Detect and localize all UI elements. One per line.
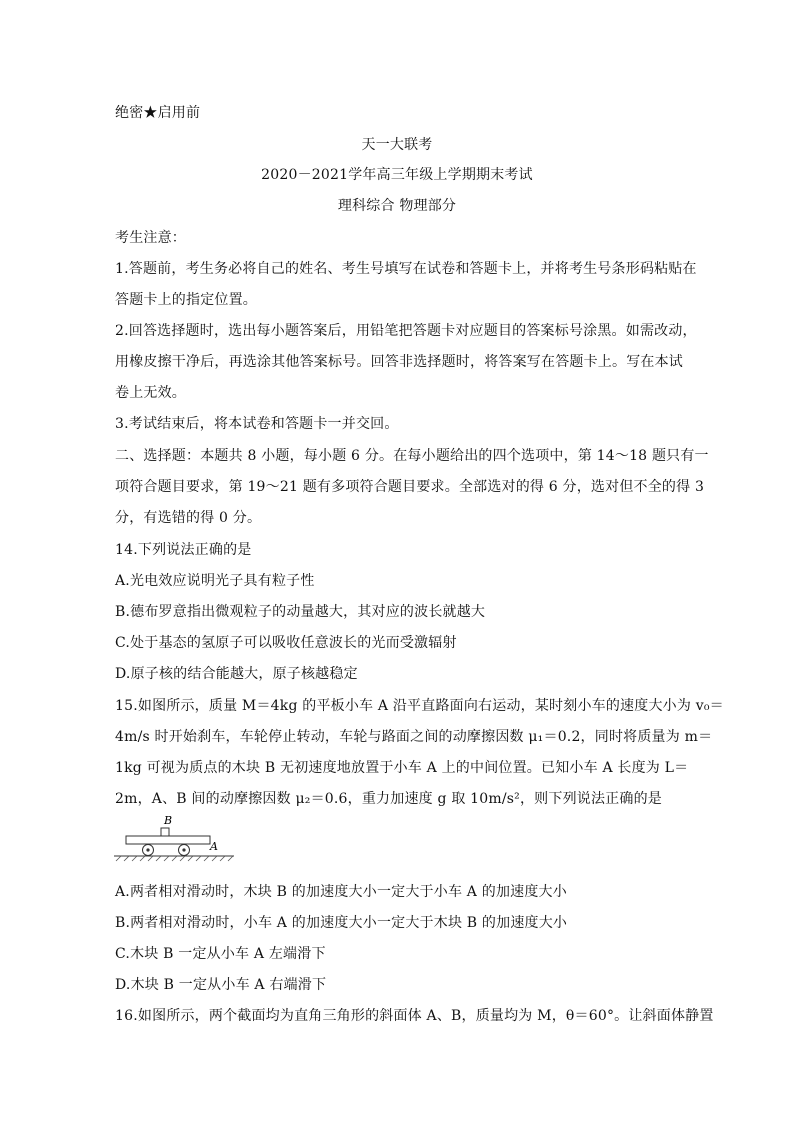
block-b-label: B [164,814,173,827]
q15-option-d: D.木块 B 一定从小车 A 右端滑下 [115,977,327,993]
note-1-line-1: 1.答题前，考生务必将自己的姓名、考生号填写在试卷和答题卡上，并将考生号条形码粘贴在 [115,261,697,277]
q14-stem: 14.下列说法正确的是 [115,542,252,558]
note-2-line-2: 用橡皮擦干净后，再选涂其他答案标号。回答非选择题时，将答案写在答题卡上。写在本试 [115,354,683,370]
note-2-line-1: 2.回答选择题时，选出每小题答案后，用铅笔把答题卡对应题目的答案标号涂黑。如需改动， [115,323,697,339]
section-instructions-line-2: 项符合题目要求，第 19～21 题有多项符合题目要求。全部选对的得 6 分，选对但不全的得 3 [115,479,705,495]
organizer-title: 天一大联考 [361,137,433,153]
cart-a-label: A [210,840,218,853]
q15-stem-line-1: 15.如图所示，质量 M＝4kg 的平板小车 A 沿平直路面向右运动，某时刻小车的速度大小为 v₀＝ [115,698,724,714]
right-wheel [179,845,190,856]
q16-stem-line-1: 16.如图所示，两个截面均为直角三角形的斜面体 A、B，质量均为 M，θ＝60°。让斜面体静置 [115,1008,714,1024]
q15-option-a: A.两者相对滑动时，木块 B 的加速度大小一定大于小车 A 的加速度大小 [115,884,567,900]
block-b [161,828,169,836]
q14-option-b: B.德布罗意指出微观粒子的动量越大，其对应的波长就越大 [115,604,486,620]
q15-option-c: C.木块 B 一定从小车 A 左端滑下 [115,946,326,962]
cart-a-board [126,836,210,844]
q15-stem-line-2: 4m/s 时开始刹车，车轮停止转动，车轮与路面之间的动摩擦因数 μ₁＝0.2，同时将质量为 m＝ [115,729,713,745]
subject-title: 理科综合 物理部分 [337,198,457,214]
notes-heading: 考生注意： [115,230,186,246]
confidential-mark: 绝密★启用前 [115,105,201,121]
note-2-line-3: 卷上无效。 [115,385,186,401]
exam-title: 2020－2021学年高三年级上学期期末考试 [261,167,533,183]
note-1-line-2: 答题卡上的指定位置。 [115,292,257,308]
q14-option-d: D.原子核的结合能越大，原子核越稳定 [115,666,358,682]
q14-option-a: A.光电效应说明光子具有粒子性 [115,573,315,589]
section-instructions-line-1: 二、选择题：本题共 8 小题，每小题 6 分。在每小题给出的四个选项中，第 14～18 题只有一 [115,448,709,464]
q15-option-b: B.两者相对滑动时，小车 A 的加速度大小一定大于木块 B 的加速度大小 [115,915,568,931]
road-hatching [116,856,233,861]
q15-stem-line-4: 2m，A、B 间的动摩擦因数 μ₂＝0.6，重力加速度 g 取 10m/s²，则下列说法正确的是 [115,791,662,807]
left-wheel [143,845,154,856]
cart-figure [112,812,242,872]
note-3: 3.考试结束后，将本试卷和答题卡一并交回。 [115,416,399,432]
section-instructions-line-3: 分，有选错的得 0 分。 [115,510,262,526]
q14-option-c: C.处于基态的氢原子可以吸收任意波长的光而受激辐射 [115,635,457,651]
q15-stem-line-3: 1kg 可视为质点的木块 B 无初速度地放置于小车 A 上的中间位置。已知小车 A 长度为 L＝ [115,760,689,776]
